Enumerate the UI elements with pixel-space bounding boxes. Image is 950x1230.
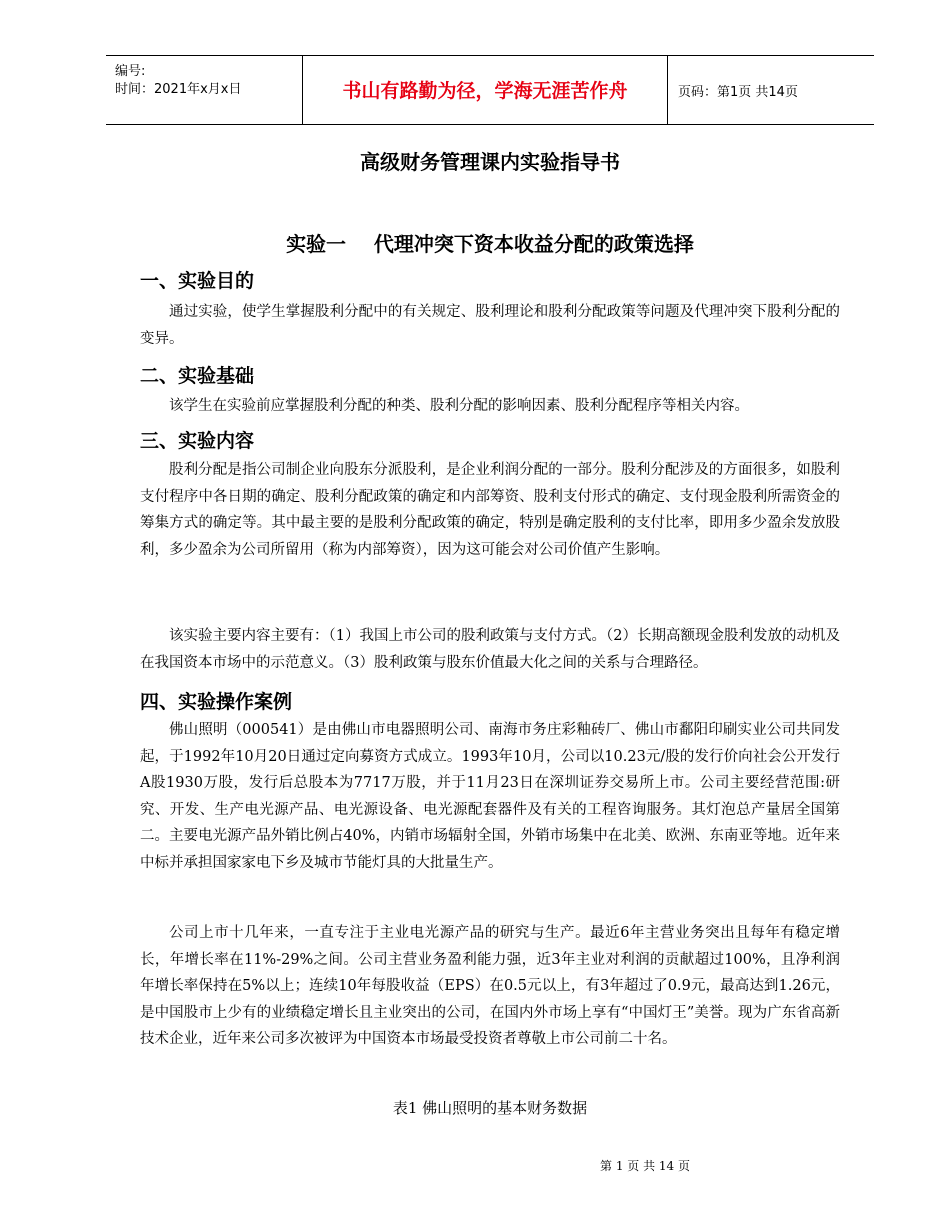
page-code: 页码：第1页 共14页 bbox=[678, 85, 798, 100]
header-meta-cell bbox=[106, 56, 303, 124]
paragraph: 该学生在实验前应掌握股利分配的种类、股利分配的影响因素、股利分配程序等相关内容。 bbox=[169, 398, 749, 414]
paragraph: 佛山照明（000541）是由佛山市电器照明公司、南海市务庄彩釉砖厂、佛山市鄱阳印刷实业公司共同发起，于1992年10月20日通过定向募资方式成立。1993年10月，公司以10.23元/股的发行价向社会公开发行A股1930万股，发行后总股本为7717万股，并于11月23日在深圳证券交易所上市。公司主要经营范围:研究、开发、生产电光源产品、电光源设备、电光源配套器件及有关的工程咨询服务。其灯泡总产量居全国第二。主要电光源产品外销比例占40%，内销市场辐射全国，外销市场集中在北美、欧洲、东南亚等地。近年来中标并承担国家家电下乡及城市节能灯具的大批量生产。 bbox=[140, 722, 840, 871]
paragraph: 公司上市十几年来，一直专注于主业电光源产品的研究与生产。最近6年主营业务突出且每年有稳定增长，年增长率在11%-29%之间。公司主营业务盈利能力强，近3年主业对利润的贡献超过100%，且净利润年增长率保持在5%以上；连续10年每股收益（EPS）在0.5元以上，有3年超过了0.9元，最高达到1.26元，是中国股市上少有的业绩稳定增长且主业突出的公司，在国内外市场上享有“中国灯王”美誉。现为广东省高新技术企业，近年来公司多次被评为中国资本市场最受投资者尊敬上市公司前二十名。 bbox=[140, 925, 840, 1047]
page-footer: 第 1 页 共 14 页 bbox=[600, 1159, 690, 1173]
experiment-title: 实验一 代理冲突下资本收益分配的政策选择 bbox=[286, 232, 694, 256]
section-heading-content: 三、实验内容 bbox=[140, 430, 255, 452]
page-header bbox=[106, 55, 874, 125]
header-page-cell bbox=[668, 56, 874, 124]
number-label: 编号: bbox=[115, 64, 146, 79]
section-heading-case: 四、实验操作案例 bbox=[140, 691, 293, 713]
motto: 书山有路勤为径，学海无涯苦作舟 bbox=[342, 80, 628, 102]
paragraph: 通过实验，使学生掌握股利分配中的有关规定、股利理论和股利分配政策等问题及代理冲突下股利分配的变异。 bbox=[140, 304, 840, 347]
section-heading-purpose: 一、实验目的 bbox=[140, 270, 255, 292]
paragraph: 该实验主要内容主要有：（1）我国上市公司的股利政策与支付方式。（2）长期高额现金股利发放的动机及在我国资本市场中的示范意义。（3）股利政策与股东价值最大化之间的关系与合理路径。 bbox=[140, 628, 840, 671]
document-title: 高级财务管理课内实验指导书 bbox=[360, 150, 620, 174]
paragraph: 股利分配是指公司制企业向股东分派股利，是企业利润分配的一部分。股利分配涉及的方面很多，如股利支付程序中各日期的确定、股利分配政策的确定和内部筹资、股利支付形式的确定、支付现金股利所需资金的筹集方式的确定等。其中最主要的是股利分配政策的确定，特别是确定股利的支付比率，即用多少盈余发放股利，多少盈余为公司所留用（称为内部筹资），因为这可能会对公司价值产生影响。 bbox=[140, 462, 840, 558]
section-heading-basis: 二、实验基础 bbox=[140, 365, 255, 387]
table-caption: 表1 佛山照明的基本财务数据 bbox=[392, 1099, 588, 1117]
header-motto-cell bbox=[303, 56, 668, 124]
time-label: 时间：2021年x月x日 bbox=[115, 82, 242, 97]
